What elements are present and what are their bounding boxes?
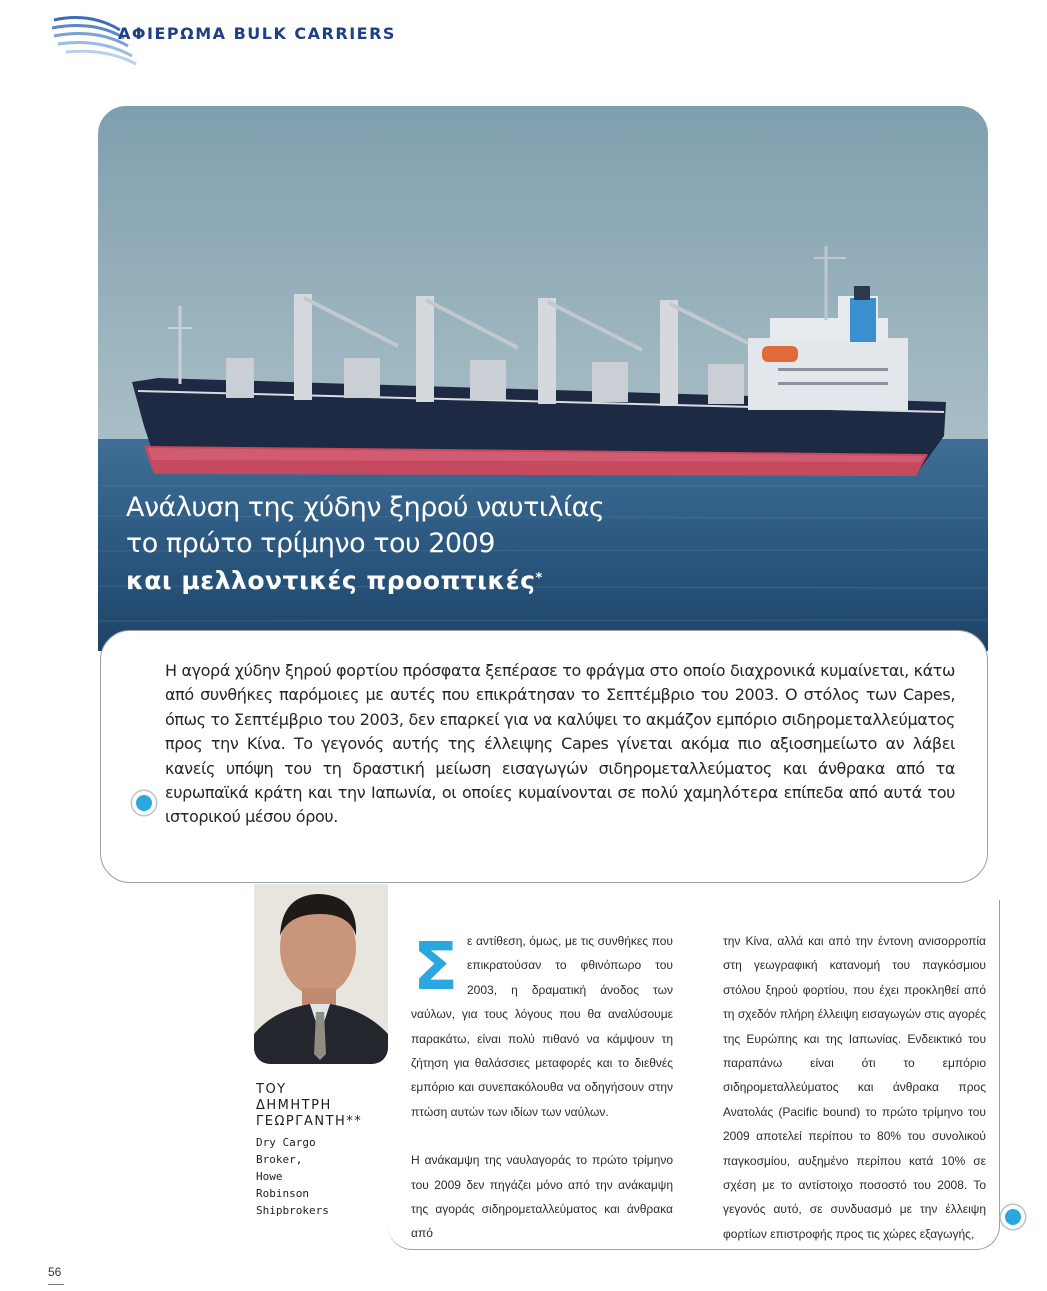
body-paragraph-3: την Κίνα, αλλά και από την έντονη ανισορροπία στη γεωγραφική κατανομή του παγκόσμιου στόλου ξηρού φορτίου, που έχει προκληθεί από τη σχεδόν πλήρη έλλειψη εισαγωγών στις αγορές της Ευρώπης και της Ιαπωνίας. Ενδεικτικό του παραπάνω είναι ότι το εμπόριο σιδηρομεταλλεύματος και άνθρακα προς Ανατολάς (Pacific bound) το πρώτο τρίμηνο του 2009 αποτελεί περίπου το 80% του συνολικού παγκοσμίου, αυξημένο περίπου κατά 10% σε σχέση με το αντίστοιχο ποσοστό του 2008. Το γεγονός αυτό, σε συνδυασμό με την έλλειψη φορτίων επιστροφής προς τις χώρες εξαγωγής, [723,934,986,1241]
author-name [256,1082,362,1130]
author-role-line-4: Robinson [256,1187,309,1200]
author-portrait-illustration [254,884,388,1064]
intro-box [100,630,988,883]
body-column-left [411,929,673,1246]
hero-image [98,106,988,651]
author-role-line-1: Dry Cargo [256,1136,316,1149]
section-header [50,12,410,72]
author-role-line-5: Shipbrokers [256,1204,329,1217]
title-line-1: Ανάλυση της χύδην ξηρού ναυτιλίας [126,492,605,523]
page-number-rule [48,1284,64,1285]
section-title: ΑΦΙΕΡΩΜΑ BULK CARRIERS [118,24,396,43]
article-title [126,490,604,600]
author-prefix: ΤΟΥ [256,1082,287,1097]
dropcap-sigma [411,931,459,997]
author-role-line-2: Broker, [256,1153,303,1166]
title-line-3 [126,562,604,600]
body-paragraph-2: Η ανάκαμψη της ναυλαγοράς το πρώτο τρίμηνο του 2009 δεν πηγάζει μόνο από την ανάκαμψη της αγοράς σιδηρομεταλλεύματος και άνθρακα από [411,1153,673,1241]
title-footnote-mark: * [535,571,543,586]
author-photo [254,884,388,1064]
svg-text:Σ: Σ [413,931,459,997]
page-number: 56 [48,1265,62,1279]
title-line-3-text: και μελλοντικές προοπτικές [126,566,536,595]
blue-bullet-icon [132,791,156,815]
author-first-name: ΔΗΜΗΤΡΗ [256,1098,332,1113]
blue-bullet-icon [1001,1205,1025,1229]
body-column-right [723,929,986,1246]
body-paragraph-1: ε αντίθεση, όμως, με τις συνθήκες που επικρατούσαν το φθινόπωρο του 2003, η δραματική άνοδος των ναύλων, για τους λόγους που θα αναλύσουμε παρακάτω, είναι πολύ πιθανό να κάμψουν τη ζήτηση για θαλάσσιες μεταφορές και το διεθνές εμπόριο και συνεπακόλουθα να οδηγήσουν στην πτώση αυτών των ιδίων των ναύλων. [411,934,673,1119]
title-line-2: το πρώτο τρίμηνο του 2009 [126,528,495,559]
author-role [256,1134,329,1219]
author-last-name: ΓΕΩΡΓΑΝΤΗ** [256,1114,363,1129]
intro-paragraph: Η αγορά χύδην ξηρού φορτίου πρόσφατα ξεπέρασε το φράγμα στο οποίο διαχρονικά κυμαίνεται, κάτω από συνθήκες παρόμοιες με αυτές που επικράτησαν το Σεπτέμβριο του 2003. Ο στόλος των Capes, όπως το Σεπτέμβριο του 2003, δεν επαρκεί για να καλύψει το ακμάζον εμπόριο σιδηρομεταλλεύματος προς την Κίνα. Το γεγονός αυτής της έλλειψης Capes γίνεται ακόμα πιο αξιοσημείωτο αν λάβει κανείς υπόψη του τη δραστική μείωση εισαγωγών σιδηρομεταλλεύματος και άνθρακα από τα ευρωπαϊκά κράτη και την Ιαπωνία, οι οποίες κυμαίνονται σε πολύ χαμηλότερα επίπεδα από αυτά του ιστορικού μέσου όρου. [165,661,955,827]
author-role-line-3: Howe [256,1170,283,1183]
